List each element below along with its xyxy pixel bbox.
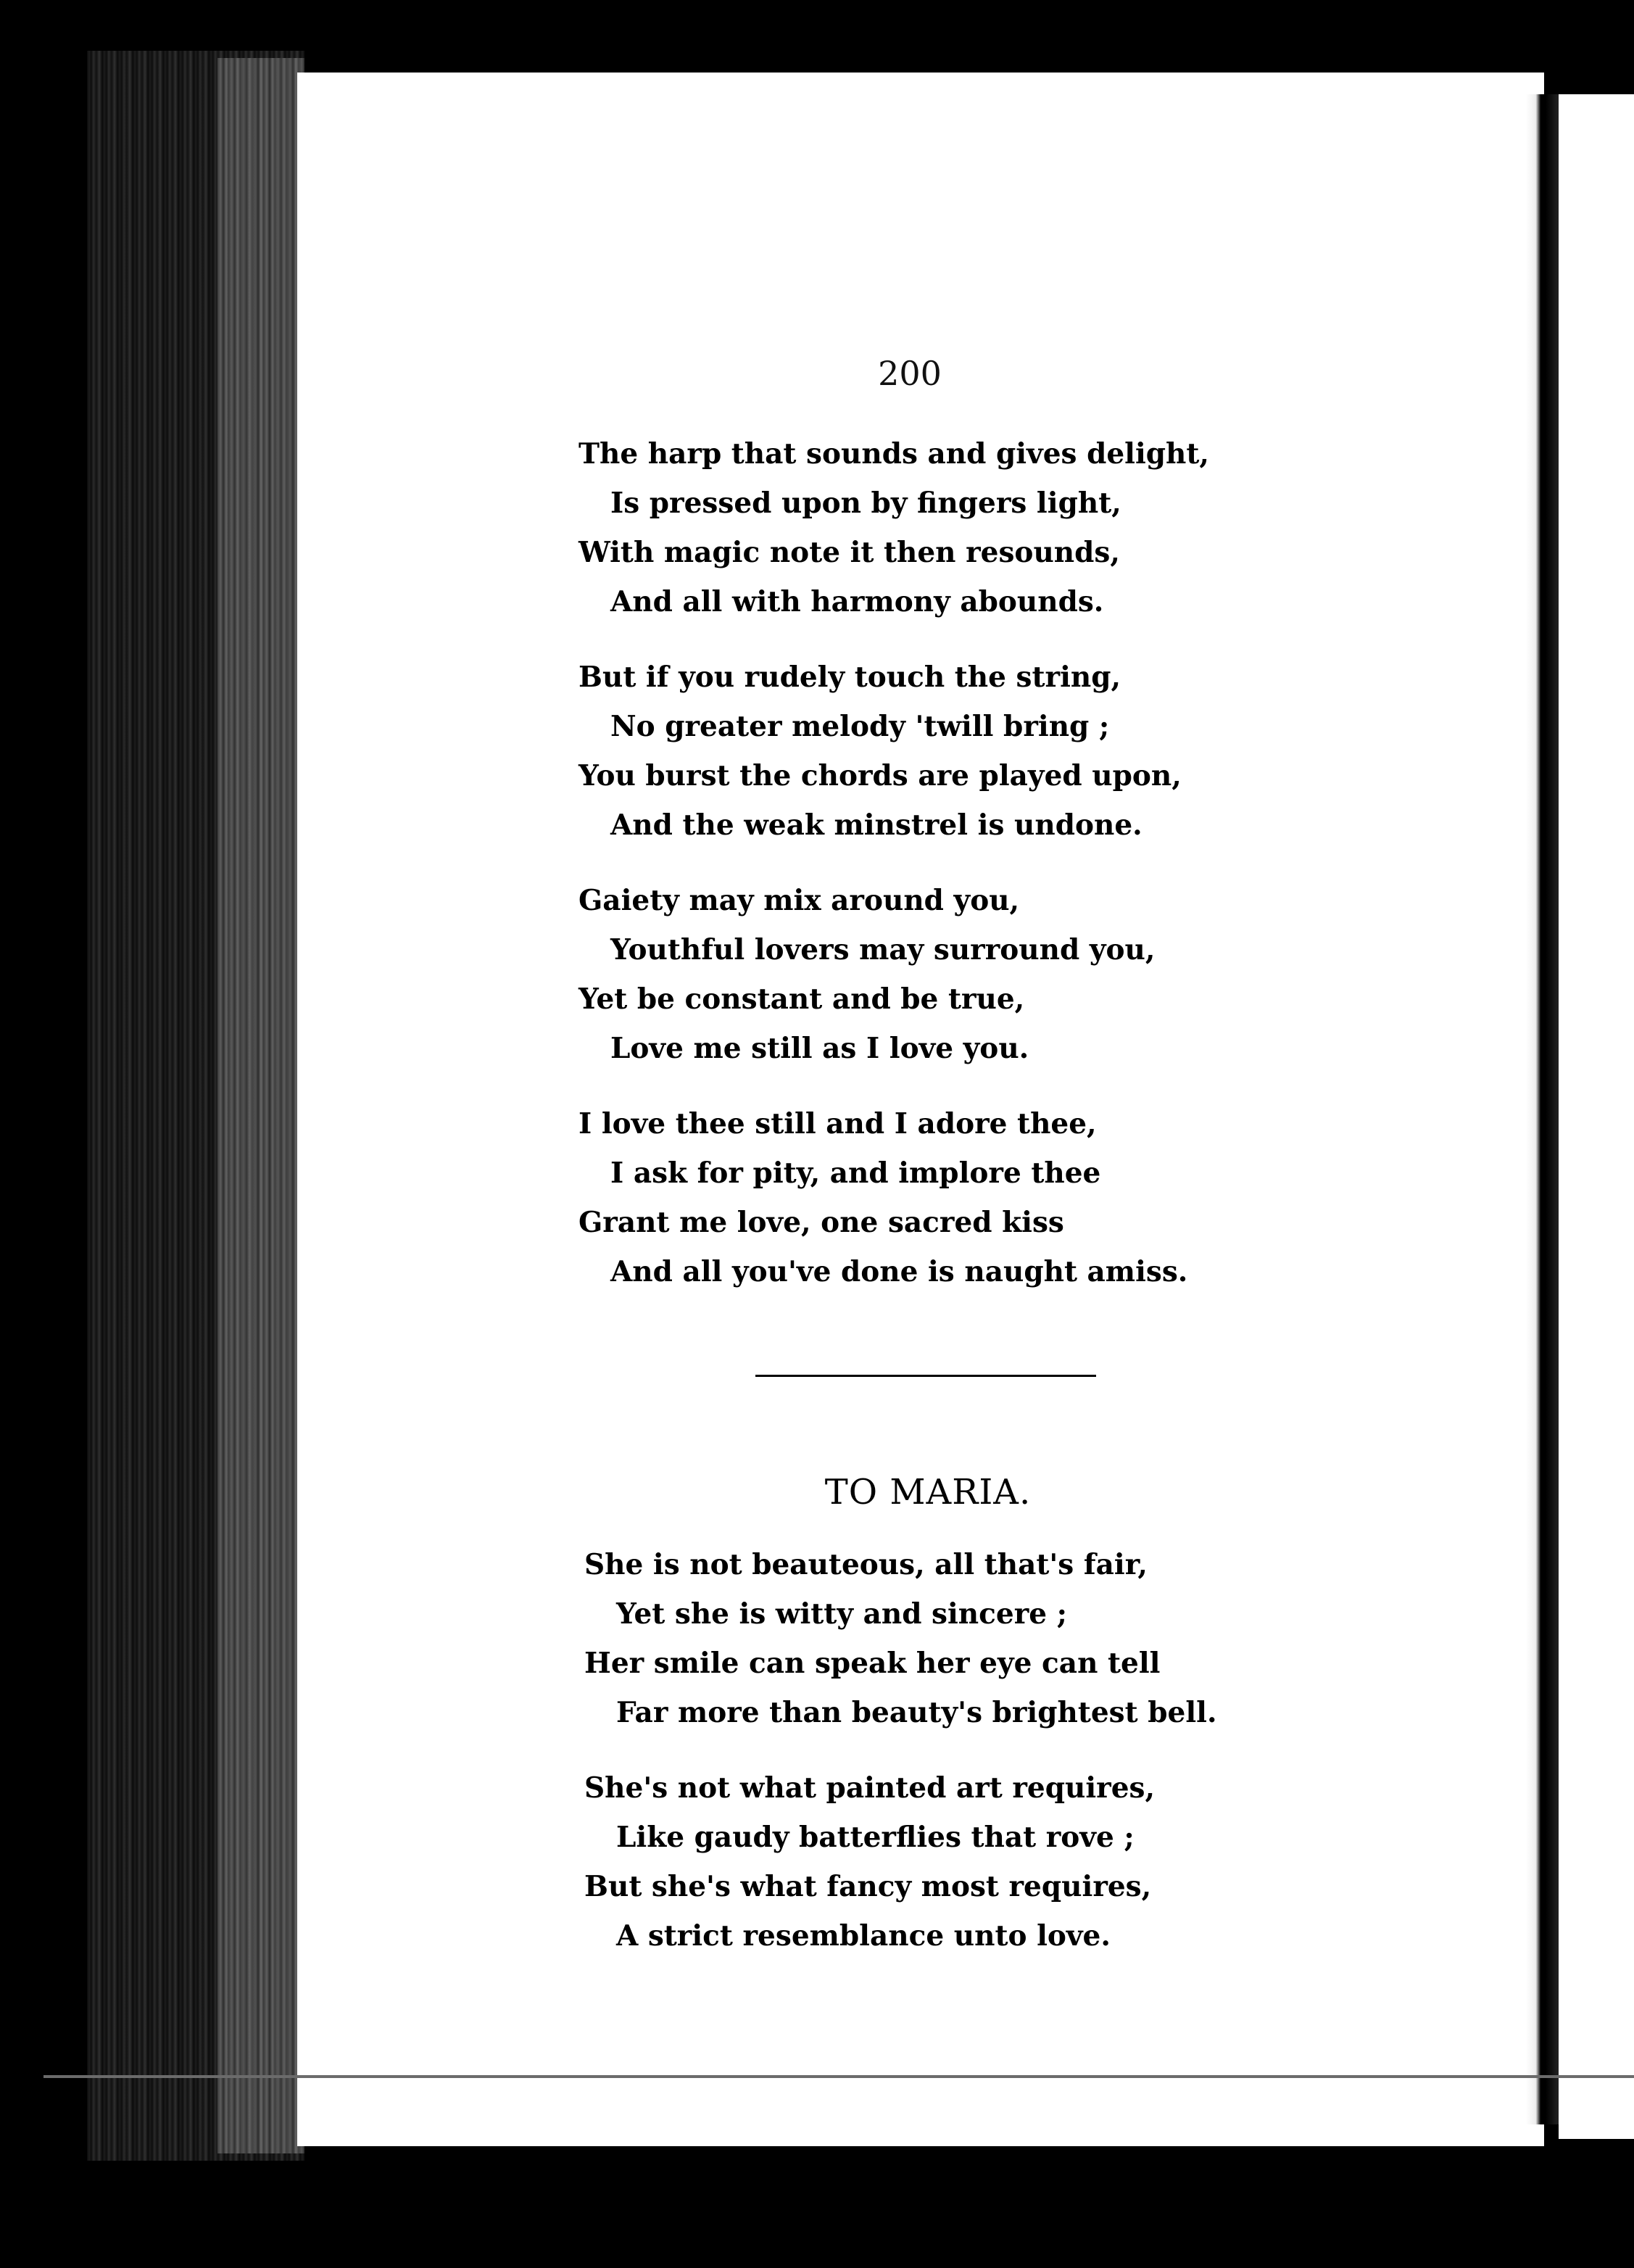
poem-line: The harp that sounds and gives delight,: [578, 437, 1209, 471]
poem-line: But if you rudely touch the string,: [578, 661, 1121, 694]
facing-page: [1559, 94, 1634, 2139]
poem-title: TO MARIA.: [824, 1472, 1032, 1512]
section-divider: [755, 1375, 1096, 1377]
poem-line: With magic note it then resounds,: [578, 536, 1120, 569]
poem-line: But she's what fancy most requires,: [584, 1870, 1152, 1903]
poem-line: No greater melody 'twill bring ;: [610, 710, 1110, 743]
poem-line: And all you've done is naught amiss.: [610, 1255, 1188, 1288]
stanza: [578, 1099, 1303, 1296]
poem-two: [584, 1540, 1309, 1987]
poem-line: I love thee still and I adore thee,: [578, 1107, 1097, 1141]
stanza: [578, 876, 1303, 1073]
page-bottom-rule: [43, 2075, 1634, 2078]
book-page-edge-highlight: [217, 58, 304, 2153]
poem-line: I ask for pity, and implore thee: [610, 1156, 1101, 1190]
page-number: 200: [878, 354, 942, 393]
poem-line: Yet she is witty and sincere ;: [616, 1597, 1068, 1631]
poem-line: Yet be constant and be true,: [578, 982, 1025, 1016]
poem-line: Like gaudy batterflies that rove ;: [616, 1821, 1135, 1854]
poem-line: She's not what painted art requires,: [584, 1771, 1156, 1805]
poem-line: Her smile can speak her eye can tell: [584, 1647, 1161, 1680]
stanza: [584, 1540, 1309, 1737]
poem-line: You burst the chords are played upon,: [578, 759, 1182, 792]
poem-line: And the weak minstrel is undone.: [610, 808, 1142, 842]
poem-line: And all with harmony abounds.: [610, 585, 1104, 618]
poem-line: A strict resemblance unto love.: [616, 1919, 1111, 1953]
poem-line: Gaiety may mix around you,: [578, 884, 1020, 917]
poem-line: She is not beauteous, all that's fair,: [584, 1548, 1148, 1581]
poem-one: [578, 429, 1303, 1323]
poem-line: Youthful lovers may surround you,: [610, 933, 1156, 967]
poem-line: Love me still as I love you.: [610, 1032, 1029, 1065]
book-gutter: [1526, 94, 1559, 2124]
stanza: [584, 1763, 1309, 1961]
poem-line: Is pressed upon by fingers light,: [610, 487, 1121, 520]
stanza: [578, 653, 1303, 850]
stanza: [578, 429, 1303, 626]
poem-line: Grant me love, one sacred kiss: [578, 1206, 1064, 1239]
poem-line: Far more than beauty's brightest bell.: [616, 1696, 1217, 1729]
